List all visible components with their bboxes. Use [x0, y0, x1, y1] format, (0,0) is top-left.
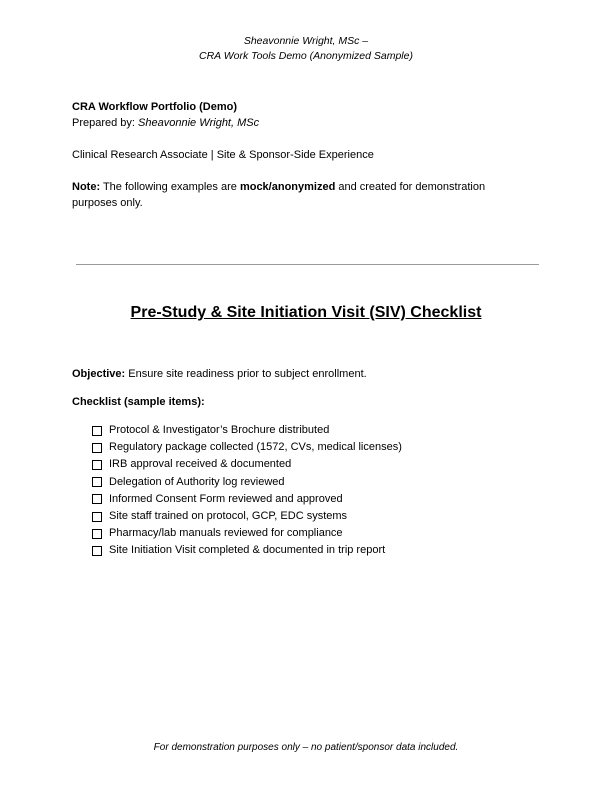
objective-line	[72, 366, 367, 382]
prepared-by-name: Sheavonnie Wright, MSc	[138, 117, 260, 129]
checkbox-icon[interactable]	[92, 477, 102, 487]
checkbox-icon[interactable]	[92, 546, 102, 556]
checklist-item-label: Protocol & Investigator’s Brochure distributed	[109, 424, 330, 436]
checklist-item-label: Site Initiation Visit completed & documented in trip report	[109, 544, 386, 557]
checklist-item	[92, 439, 402, 456]
checklist-item-label: Regulatory package collected (1572, CVs, medical licenses)	[109, 441, 402, 454]
page-footer: For demonstration purposes only – no patient/sponsor data included.	[153, 742, 459, 753]
checklist-item-label: Informed Consent Form reviewed and approved	[109, 492, 343, 505]
prepared-by-label: Prepared by:	[72, 117, 139, 129]
section-title: Pre-Study & Site Initiation Visit (SIV) Checklist	[130, 304, 482, 321]
note-label: Note:	[72, 181, 101, 193]
prepared-by-line	[72, 115, 542, 131]
portfolio-intro	[72, 99, 542, 211]
section-divider	[76, 264, 539, 265]
checklist-item	[92, 474, 402, 491]
checkbox-icon[interactable]	[92, 494, 102, 504]
checklist	[92, 422, 402, 560]
note-paragraph	[72, 179, 542, 211]
checklist-item	[92, 456, 402, 473]
checklist-item	[92, 422, 402, 439]
checkbox-icon[interactable]	[92, 512, 102, 522]
checkbox-icon[interactable]	[92, 426, 102, 436]
note-text-1: The following examples are	[100, 181, 240, 193]
note-text-3: purposes only.	[72, 197, 143, 209]
checkbox-icon[interactable]	[92, 443, 102, 453]
header-subtitle-line: CRA Work Tools Demo (Anonymized Sample)	[199, 50, 413, 62]
note-text-2: and created for demonstration	[335, 181, 486, 193]
portfolio-title: CRA Workflow Portfolio (Demo)	[72, 101, 237, 113]
checklist-item-label: Pharmacy/lab manuals reviewed for compliance	[109, 527, 343, 540]
checklist-item	[92, 542, 402, 559]
checklist-item	[92, 525, 402, 542]
note-bold-text: mock/anonymized	[239, 181, 336, 193]
checklist-item-label: Site staff trained on protocol, GCP, EDC systems	[109, 509, 348, 522]
checkbox-icon[interactable]	[92, 460, 102, 470]
objective-label: Objective:	[72, 368, 126, 380]
checklist-heading: Checklist (sample items):	[72, 396, 205, 408]
objective-text: Ensure site readiness prior to subject enrollment.	[125, 368, 367, 380]
page-header	[0, 34, 612, 64]
checklist-item	[92, 491, 402, 508]
checklist-item	[92, 508, 402, 525]
checkbox-icon[interactable]	[92, 529, 102, 539]
checklist-item-label: Delegation of Authority log reviewed	[109, 475, 285, 488]
header-author-line: Sheavonnie Wright, MSc –	[243, 35, 369, 47]
checklist-item-label: IRB approval received & documented	[109, 458, 292, 471]
role-line: Clinical Research Associate | Site & Sponsor-Side Experience	[72, 149, 374, 161]
